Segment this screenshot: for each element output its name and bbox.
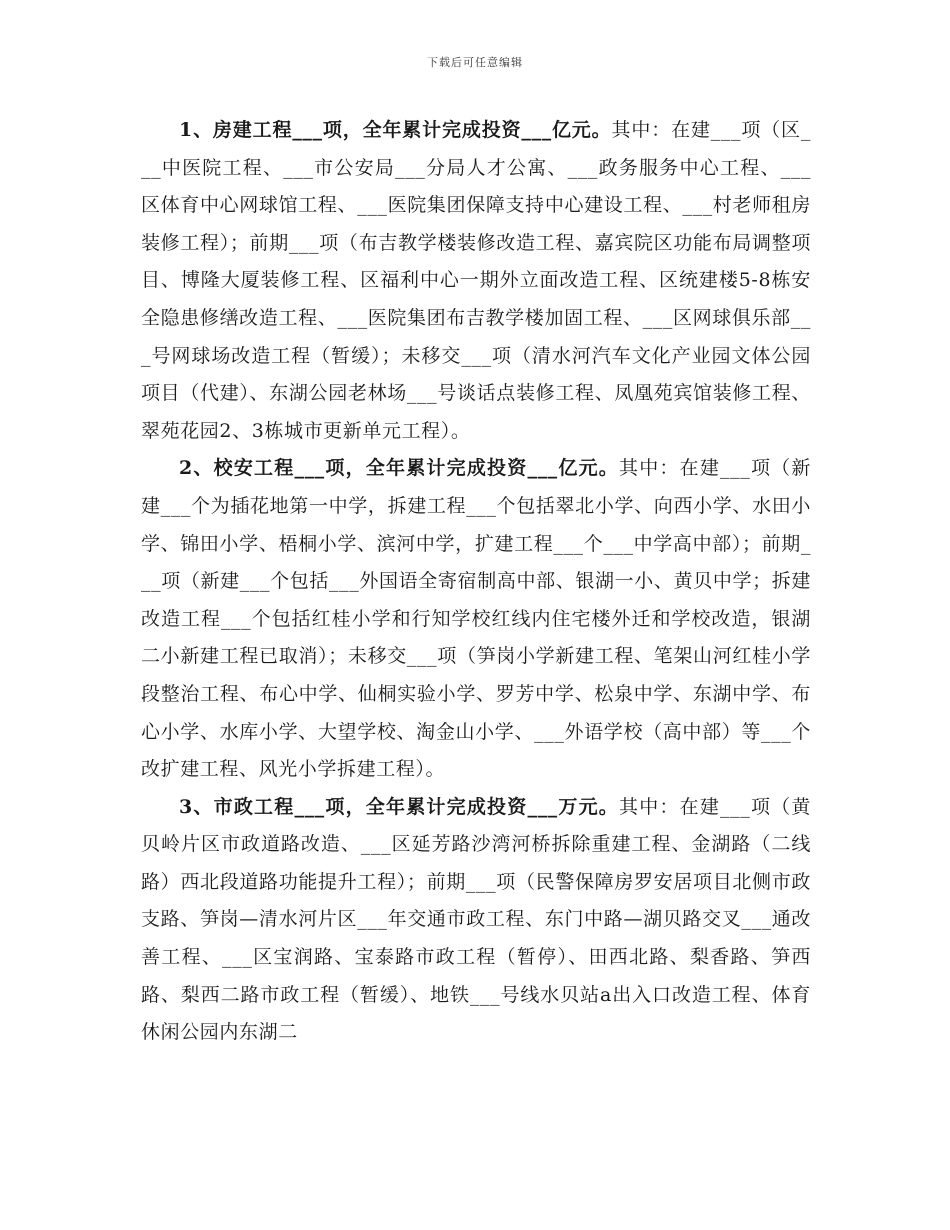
paragraph-housing-projects xyxy=(141,112,811,450)
paragraph-lead: 3、市政工程___项，全年累计完成投资___万元。 xyxy=(179,795,620,818)
paragraph-text: 其中：在建___项（区___中医院工程、___市公安局___分局人才公寓、___政务服务中心工程、___区体育中心网球馆工程、___医院集团保障支持中心建设工程、___村老师租房装修工程）；前期___项（布吉教学楼装修改造工程、嘉宾院区功能布局调整项目、博隆大厦装修工程、区福利中心一期外立面改造工程、区统建楼5-8栋安全隐患修缮改造工程、___医院集团布吉教学楼加固工程、___区网球俱乐部___号网球场改造工程（暂缓）；未移交___项（清水河汽车文化产业园文体公园项目（代建）、东湖公园老林场___号谈话点装修工程、凤凰苑宾馆装修工程、翠苑花园2、3栋城市更新单元工程）。 xyxy=(141,119,811,442)
paragraph-municipal-projects xyxy=(141,789,811,1052)
paragraph-text: 其中：在建___项（黄贝岭片区市政道路改造、___区延芳路沙湾河桥拆除重建工程、金湖路（二线路）西北段道路功能提升工程）；前期___项（民警保障房罗安居项目北侧市政支路、笋岗—清水河片区___年交通市政工程、东门中路—湖贝路交叉___通改善工程、___区宝润路、宝泰路市政工程（暂停）、田西北路、梨香路、笋西路、梨西二路市政工程（暂缓）、地铁___号线水贝站a出入口改造工程、体育休闲公园内东湖二 xyxy=(141,795,811,1044)
paragraph-school-safety-projects xyxy=(141,450,811,788)
page-header-note: 下载后可任意编辑 xyxy=(427,56,523,69)
paragraph-text: 其中：在建___项（新建___个为插花地第一中学，拆建工程___个包括翠北小学、向西小学、水田小学、锦田小学、梧桐小学、滨河中学，扩建工程___个___中学高中部）；前期___项（新建___个包括___外国语全寄宿制高中部、银湖一小、黄贝中学；拆建改造工程___个包括红桂小学和行知学校红线内住宅楼外迁和学校改造，银湖二小新建工程已取消）；未移交___项（笋岗小学新建工程、笔架山河红桂小学段整治工程、布心中学、仙桐实验小学、罗芳中学、松泉中学、东湖中学、布心小学、水库小学、大望学校、淘金山小学、___外语学校（高中部）等___个改扩建工程、风光小学拆建工程）。 xyxy=(141,457,811,781)
document-body xyxy=(141,112,811,1052)
paragraph-lead: 1、房建工程___项，全年累计完成投资___亿元。 xyxy=(179,119,612,141)
paragraph-lead: 2、校安工程___项，全年累计完成投资___亿元。 xyxy=(179,457,620,480)
